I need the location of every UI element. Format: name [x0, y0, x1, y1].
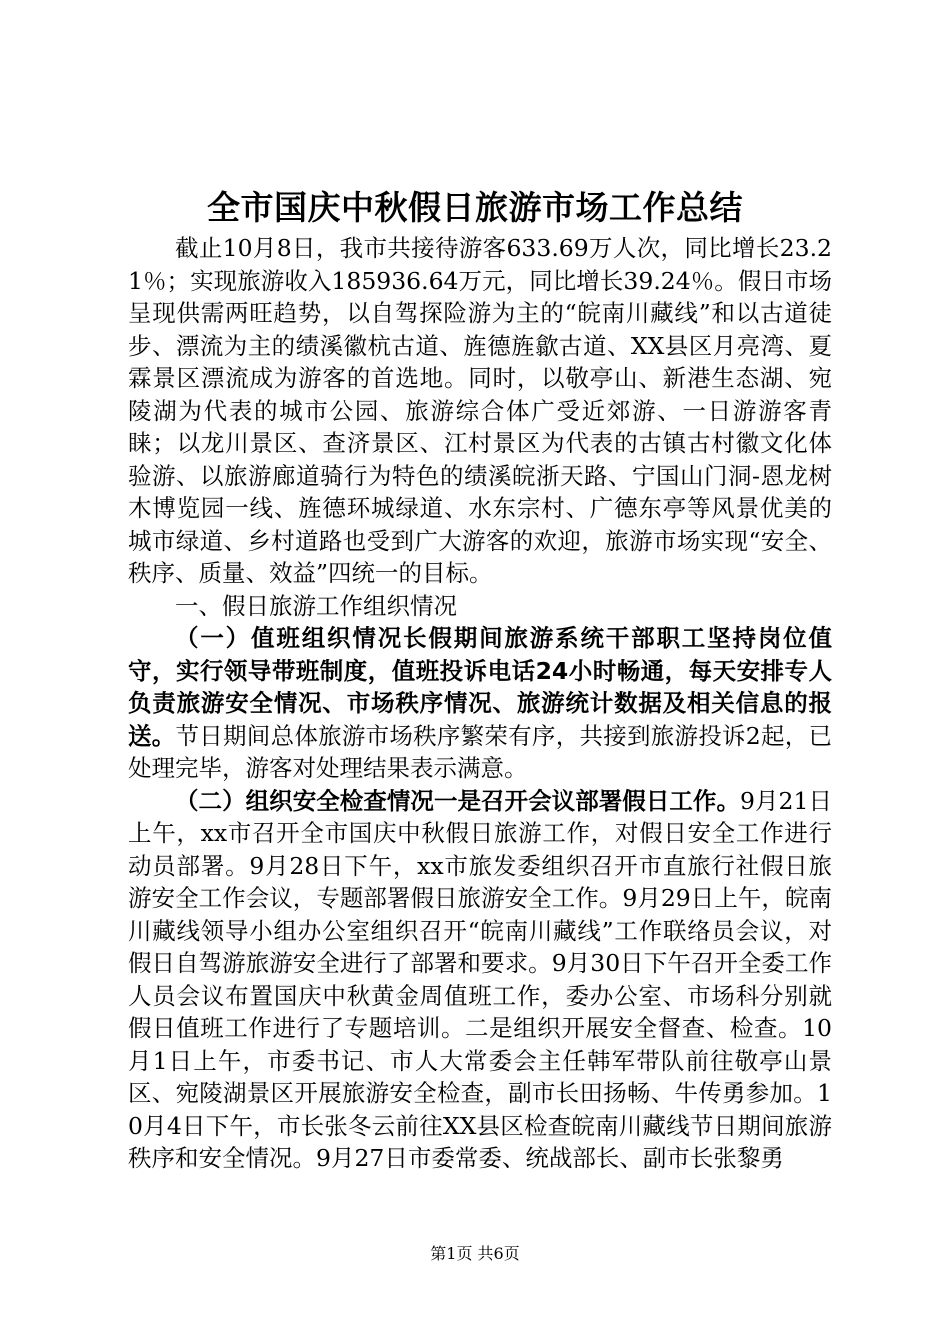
- document-body: [128, 232, 832, 1175]
- document-title: 全市国庆中秋假日旅游市场工作总结: [207, 188, 743, 227]
- subsection-2-paragraph: [128, 785, 832, 1175]
- section-heading-1: 一、假日旅游工作组织情况: [175, 591, 457, 620]
- intro-paragraph: 截止10月8日，我市共接待游客633.69万人次，同比增长23.21％；实现旅游收入185936.64万元，同比增长39.24％。假日市场呈现供需两旺趋势，以自驾探险游为主的“皖南川藏线”和以古道徒步、漂流为主的绩溪徽杭古道、旌德旌歙古道、XX县区月亮湾、夏霖景区漂流成为游客的首选地。同时，以敬亭山、新港生态湖、宛陵湖为代表的城市公园、旅游综合体广受近郊游、一日游游客青睐；以龙川景区、查济景区、江村景区为代表的古镇古村徽文化体验游、以旅游廊道骑行为特色的绩溪皖浙天路、宁国山门洞-恩龙树木博览园一线、旌德环城绿道、水东宗村、广德东亭等风景优美的城市绿道、乡村道路也受到广大游客的欢迎，旅游市场实现“安全、秩序、质量、效益”四统一的目标。: [128, 234, 832, 587]
- subsection-2-text: 9月21日上午，xx市召开全市国庆中秋假日旅游工作，对假日安全工作进行动员部署。9月28日下午，xx市旅发委组织召开市直旅行社假日旅游安全工作会议，专题部署假日旅游安全工作。9月29日上午，皖南川藏线领导小组办公室组织召开“皖南川藏线”工作联络员会议，对假日自驾游旅游安全进行了部署和要求。9月30日下午召开全委工作人员会议布置国庆中秋黄金周值班工作，委办公室、市场科分别就假日值班工作进行了专题培训。二是组织开展安全督查、检查。10月1日上午，市委书记、市人大常委会主任韩军带队前往敬亭山景区、宛陵湖景区开展旅游安全检查，副市长田扬畅、牛传勇参加。10月4日下午，市长张冬云前往XX县区检查皖南川藏线节日期间旅游秩序和安全情况。9月27日市委常委、统战部长、副市长张黎勇: [128, 786, 832, 1172]
- page-footer: 第1页 共6页: [430, 1244, 520, 1263]
- subsection-2-bold-text: （二）组织安全检查情况一是召开会议部署假日工作。: [175, 786, 741, 815]
- subsection-1-paragraph: [128, 622, 832, 785]
- subsection-1-bold-text: （一）值班组织情况长假期间旅游系统干部职工坚持岗位值守，实行领导带班制度，值班投诉电话24小时畅通，每天安排专人负责旅游安全情况、市场秩序情况、旅游统计数据及相关信息的报送。: [128, 624, 832, 750]
- subsection-1-text: 节日期间总体旅游市场秩序繁荣有序，共接到旅游投诉2起，已处理完毕，游客对处理结果表示满意。: [128, 721, 833, 782]
